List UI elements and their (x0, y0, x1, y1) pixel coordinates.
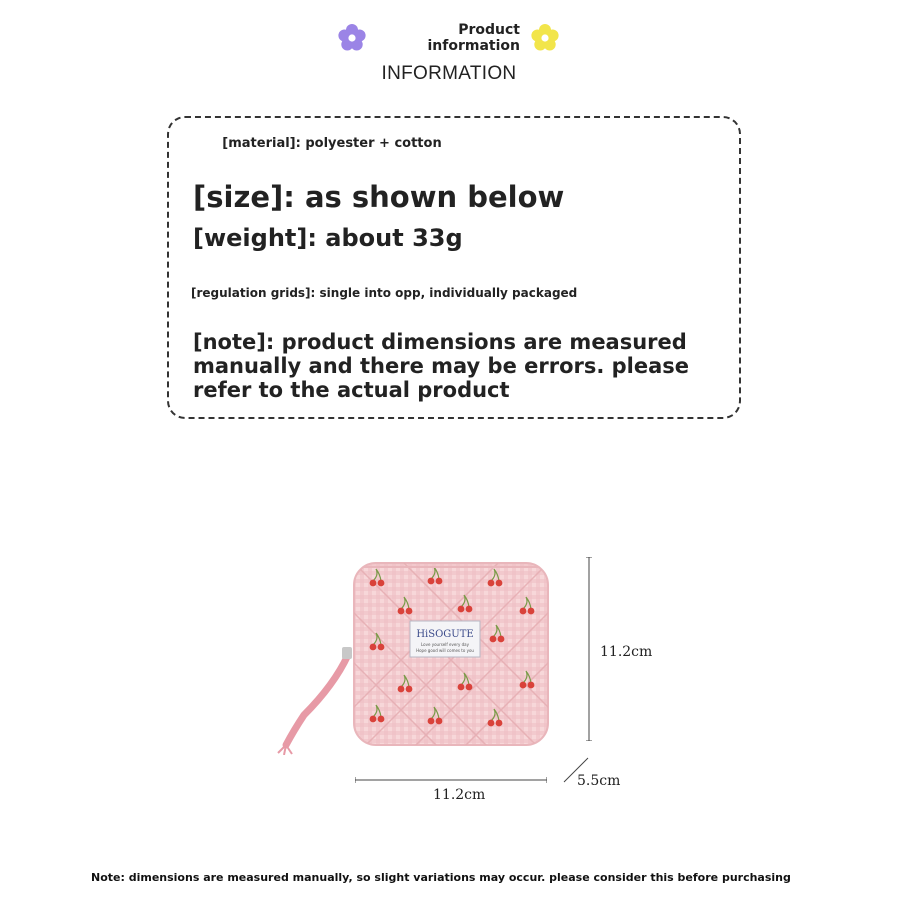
weight-text: [weight]: about 33g (193, 224, 463, 252)
size-text: [size]: as shown below (193, 180, 565, 214)
yellow-flower-icon (530, 23, 560, 53)
height-label: 11.2cm (600, 644, 653, 660)
pouch-label-line1: Love yourself every day (421, 642, 469, 647)
product-info-box (167, 116, 741, 419)
page-title: Product information (427, 22, 520, 54)
purple-flower-icon (337, 23, 367, 53)
pouch-label-brand: HiSOGUTE (416, 629, 474, 640)
footer-note: Note: dimensions are measured manually, so slight variations may occur. please consider this before purchasing (91, 871, 791, 884)
product-pouch-image (264, 555, 564, 755)
material-text: [material]: polyester + cotton (222, 136, 442, 151)
depth-label: 5.5cm (577, 773, 621, 789)
page-subtitle: INFORMATION (381, 63, 517, 84)
width-label: 11.2cm (433, 787, 486, 803)
regulation-text: [regulation grids]: single into opp, individually packaged (191, 286, 578, 300)
pouch-label-line2: Hope good will comes to you (416, 648, 474, 653)
note-text: [note]: product dimensions are measured manually and there may be errors. please refer to the actual product (193, 330, 690, 402)
height-dimension-line (583, 557, 595, 741)
width-dimension-line (355, 774, 547, 786)
